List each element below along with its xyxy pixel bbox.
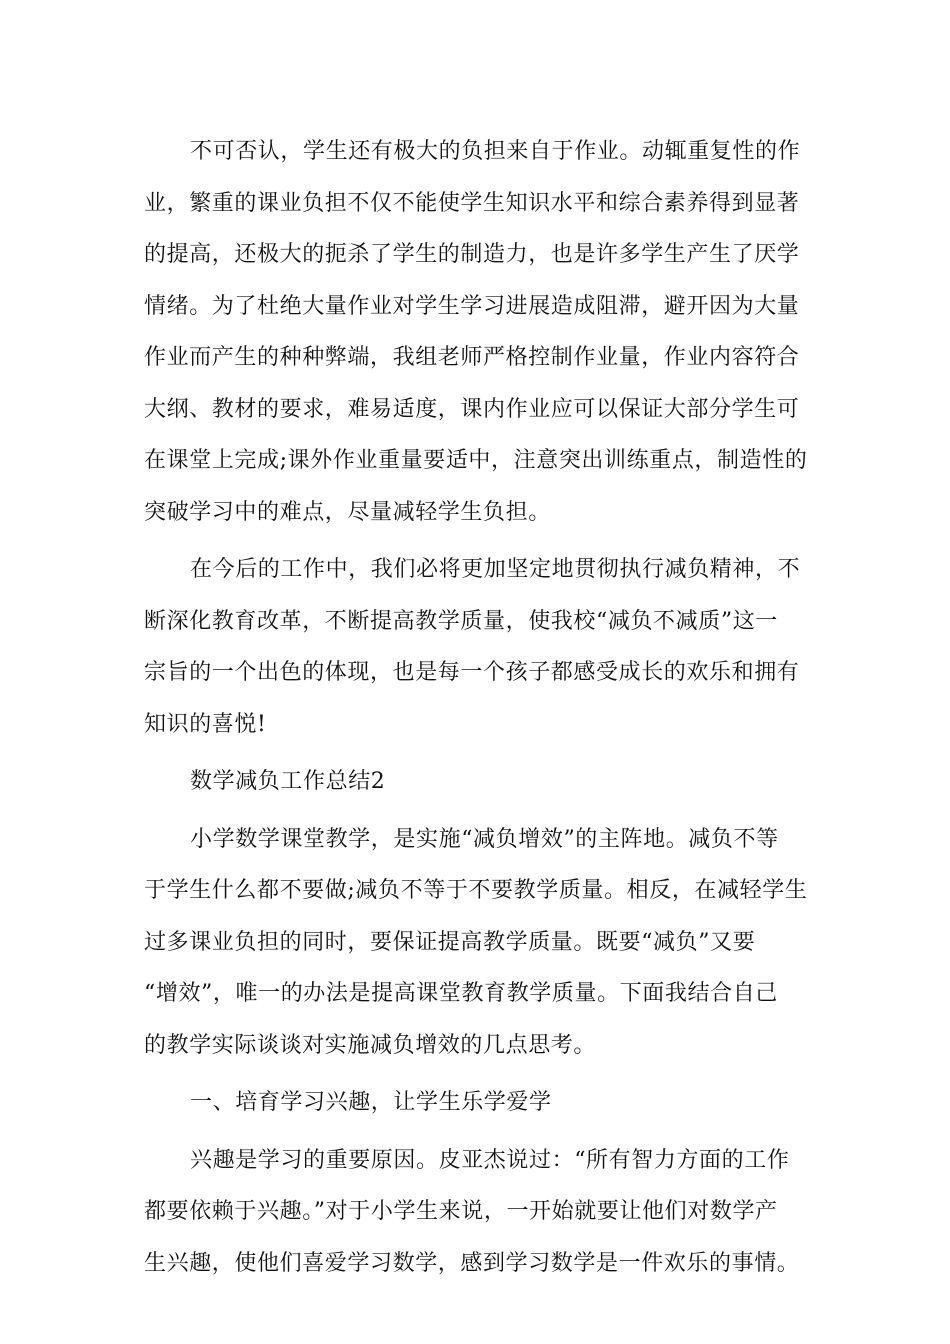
text-line: 小学数学课堂教学，是实施“减负增效”的主阵地。减负不等: [190, 826, 779, 852]
text-line: 生兴趣，使他们喜爱学习数学，感到学习数学是一件欢乐的事情。: [144, 1250, 800, 1276]
text-line: 突破学习中的难点，尽量减轻学生负担。: [144, 499, 551, 525]
text-line: 在课堂上完成;课外作业重量要适中，注意突出训练重点，制造性的: [144, 448, 808, 473]
section-heading: [144, 756, 808, 808]
text-line: “增效”，唯一的办法是提高课堂教育教学质量。下面我结合自己: [144, 981, 778, 1006]
paragraph-classroom-teaching: [144, 814, 808, 1072]
text-line: 的提高，还极大的扼杀了学生的制造力，也是许多学生产生了厌学: [144, 242, 800, 267]
text-line: 兴趣是学习的重要原因。皮亚杰说过：“所有智力方面的工作: [190, 1147, 790, 1173]
paragraph-interest: [144, 1135, 808, 1290]
text-line: 业，繁重的课业负担不仅不能使学生知识水平和综合素养得到显著: [144, 190, 800, 216]
text-line: 的教学实际谈谈对实施减负增效的几点思考。: [144, 1032, 597, 1058]
section-title: 数学减负工作总结2: [190, 769, 386, 794]
text-line: 都要依赖于兴趣。”对于小学生来说，一开始就要让他们对数学产: [144, 1199, 778, 1224]
text-line: 于学生什么都不要做;减负不等于不要教学质量。相反，在减轻学生: [144, 878, 808, 903]
text-line: 大纲、教材的要求，难易适度，课内作业应可以保证大部分学生可: [144, 396, 800, 422]
text-line: 作业而产生的种种弊端，我组老师严格控制作业量，作业内容符合: [144, 345, 800, 370]
text-line: 宗旨的一个出色的体现，也是每一个孩子都感受成长的欢乐和拥有: [144, 660, 800, 685]
text-line: 情绪。为了杜绝大量作业对学生学习进展造成阻滞，避开因为大量: [144, 293, 800, 319]
text-line: 知识的喜悦!: [144, 711, 267, 737]
text-line: 过多课业负担的同时，要保证提高教学质量。既要“减负”又要: [144, 929, 756, 955]
text-line: 不可否认，学生还有极大的负担来自于作业。动辄重复性的作: [190, 139, 801, 164]
text-line: 在今后的工作中，我们必将更加坚定地贯彻执行减负精神，不: [190, 557, 801, 582]
text-line: 断深化教育改革，不断提高教学质量，使我校“减负不减质”这一: [144, 608, 778, 634]
paragraph-future-work: [144, 544, 808, 750]
paragraph-homework-burden: [144, 126, 808, 538]
subsection-title: 一、培育学习兴趣，让学生乐学爱学: [190, 1090, 552, 1115]
subsection-heading: [144, 1077, 808, 1129]
document-page: [144, 126, 808, 1289]
